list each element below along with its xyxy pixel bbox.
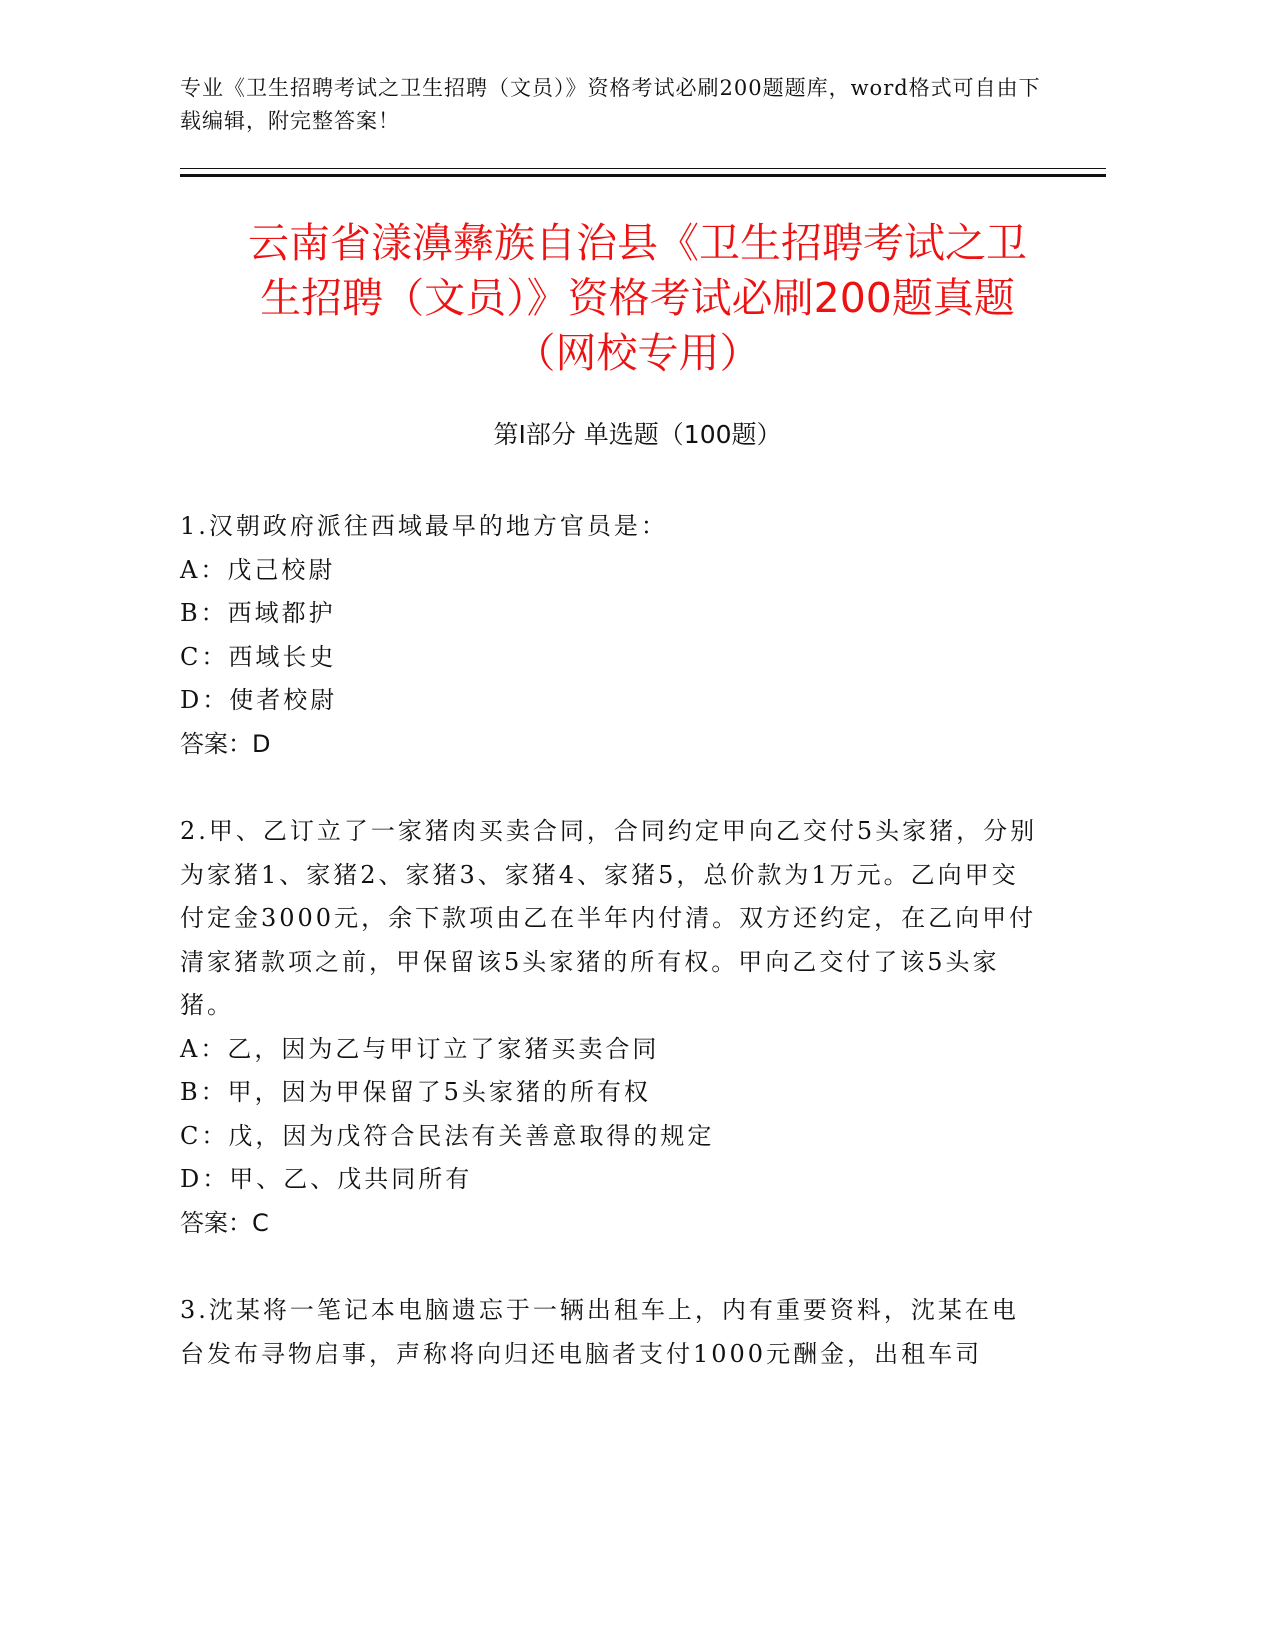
question-2 (180, 810, 1040, 1245)
header-rule-thick (180, 174, 1106, 177)
option-a: A：戊己校尉 (180, 555, 336, 584)
option-b: B：西域都护 (180, 599, 336, 627)
option-d: D：甲、乙、戊共同所有 (180, 1165, 473, 1193)
question-1 (180, 505, 1040, 766)
question-3 (180, 1289, 1040, 1376)
title-line-1: 云南省漾濞彝族自治县《卫生招聘考试之卫 (248, 219, 1027, 267)
section-heading: 第Ⅰ部分 单选题（100题） (493, 420, 782, 449)
header-note: 专业《卫生招聘考试之卫生招聘（文员）》资格考试必刷200题题库，word格式可自由下载编辑，附完整答案！ (180, 76, 1041, 133)
main-title (150, 216, 1125, 381)
question-spacer (180, 1245, 1040, 1289)
question-stem: 2.甲、乙订立了一家猪肉买卖合同，合同约定甲向乙交付5头家猪，分别为家猪1、家猪2、家猪3、家猪4、家猪5，总价款为1万元。乙向甲交付定金3000元，余下款项由乙在半年内付清。双方还约定，在乙向甲付清家猪款项之前，甲保留该5头家猪的所有权。甲向乙交付了该5头家猪。 (180, 817, 1038, 1019)
option-d: D：使者校尉 (180, 686, 338, 714)
header-rule-thin (180, 168, 1106, 169)
option-c: C：西域长史 (180, 642, 337, 671)
question-list (180, 505, 1040, 1376)
question-stem: 1.汉朝政府派往西域最早的地方官员是： (180, 512, 668, 540)
option-a: A：乙，因为乙与甲订立了家猪买卖合同 (180, 1034, 660, 1063)
question-stem: 3.沈某将一笔记本电脑遗忘于一辆出租车上，内有重要资料，沈某在电台发布寻物启事，声称将向归还电脑者支付1000元酬金，出租车司 (180, 1296, 1019, 1368)
answer: 答案：C (180, 1208, 269, 1237)
option-b: B：甲，因为甲保留了5头家猪的所有权 (180, 1078, 651, 1106)
question-spacer (180, 766, 1040, 810)
answer: 答案：D (180, 729, 271, 758)
title-line-2: 生招聘（文员）》资格考试必刷200题真题 (260, 274, 1015, 322)
option-c: C：戊，因为戊符合民法有关善意取得的规定 (180, 1121, 715, 1150)
title-line-3: （网校专用） (514, 329, 761, 377)
